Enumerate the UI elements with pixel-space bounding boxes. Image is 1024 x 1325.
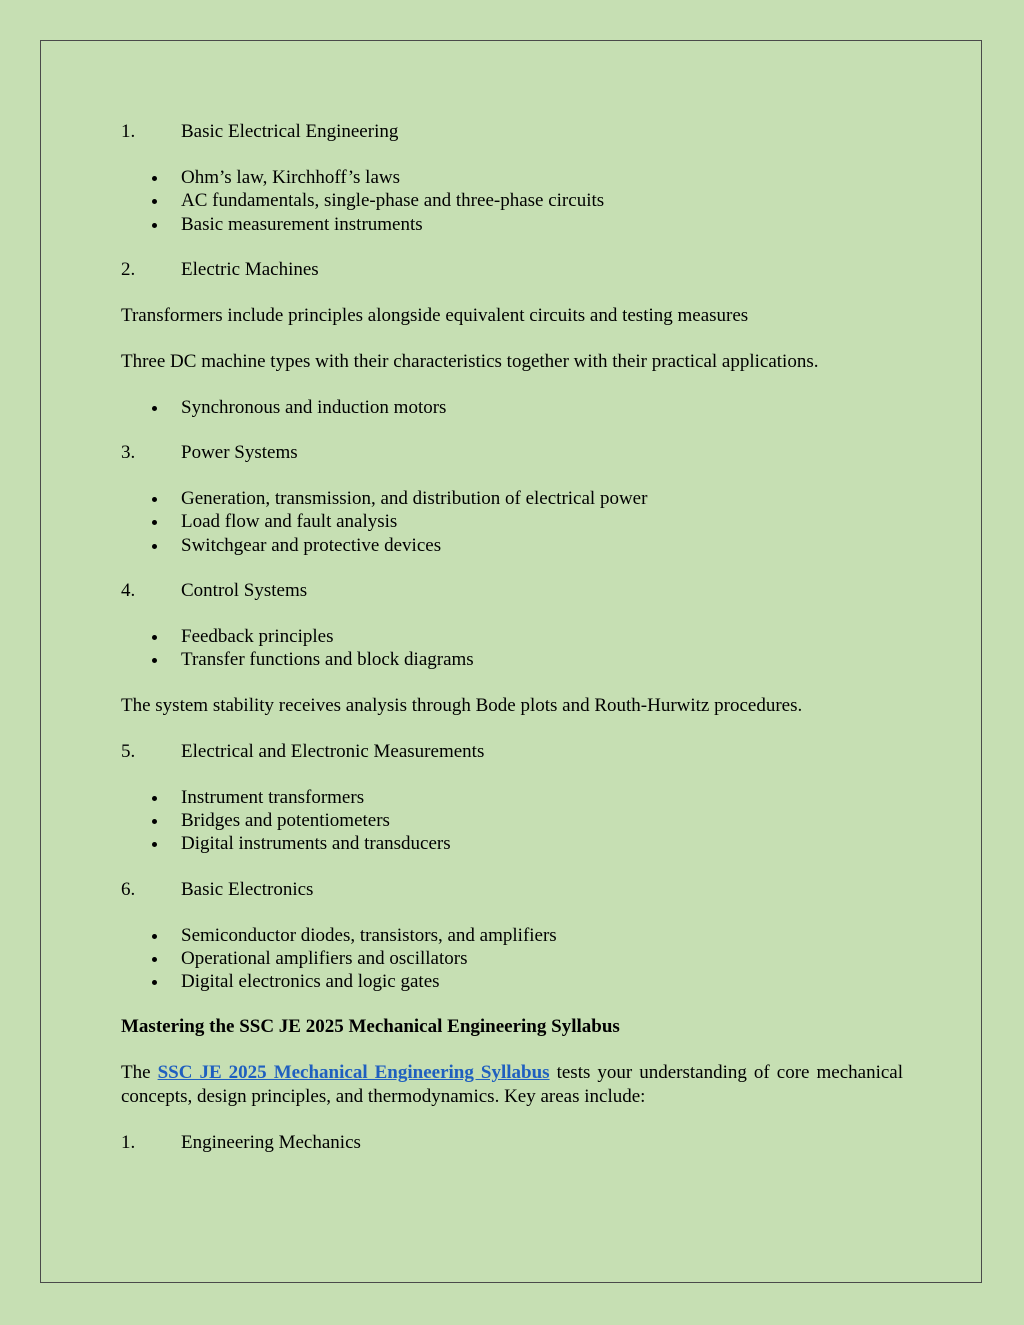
bullet-icon <box>121 510 181 533</box>
bullet-list <box>121 625 903 672</box>
list-item-text: Bridges and potentiometers <box>181 809 390 831</box>
list-item-text: Generation, transmission, and distribution of electrical power <box>181 488 648 510</box>
section-title: Power Systems <box>181 442 298 464</box>
list-item <box>121 832 903 855</box>
section-heading <box>121 579 903 603</box>
list-item <box>121 189 903 212</box>
section-number: 5. <box>121 740 136 762</box>
list-item-text: Load flow and fault analysis <box>181 511 398 533</box>
bullet-list <box>121 166 903 236</box>
document-body <box>121 120 903 1177</box>
list-item <box>121 809 903 832</box>
section-heading <box>121 740 903 764</box>
bullet-icon <box>121 534 181 557</box>
paragraph: The system stability receives analysis through Bode plots and Routh-Hurwitz procedures. <box>121 694 803 716</box>
paragraph: Transformers include principles alongside equivalent circuits and testing measures <box>121 304 749 326</box>
paragraph-text-after: tests your understanding of core mechanical concepts, design principles, and thermodynamics. Key areas include: <box>121 1062 903 1108</box>
list-item-text: Synchronous and induction motors <box>181 396 447 418</box>
section-title: Control Systems <box>181 580 308 602</box>
list-item <box>121 487 903 510</box>
section-heading <box>121 441 903 465</box>
list-item <box>121 970 903 993</box>
bullet-icon <box>121 213 181 236</box>
bullet-icon <box>121 832 181 855</box>
section-number: 2. <box>121 258 136 280</box>
paragraph-with-link <box>121 1061 903 1109</box>
list-item-text: Ohm’s law, Kirchhoff’s laws <box>181 167 400 188</box>
subheading: Mastering the SSC JE 2025 Mechanical Engineering Syllabus <box>121 1016 620 1038</box>
section-heading <box>121 120 903 144</box>
list-item <box>121 396 903 419</box>
section-title: Electric Machines <box>181 258 319 280</box>
bullet-icon <box>121 786 181 809</box>
paragraph: Three DC machine types with their characteristics together with their practical applications. <box>121 350 819 372</box>
section-heading <box>121 878 903 902</box>
bullet-icon <box>121 189 181 212</box>
syllabus-link[interactable]: SSC JE 2025 Mechanical Engineering Syllabus <box>157 1062 550 1084</box>
list-item-text: Digital instruments and transducers <box>181 833 451 855</box>
list-item-text: Semiconductor diodes, transistors, and amplifiers <box>181 924 557 946</box>
bullet-list <box>121 786 903 856</box>
list-item <box>121 213 903 236</box>
bullet-list <box>121 396 903 419</box>
list-item <box>121 510 903 533</box>
bullet-icon <box>121 396 181 419</box>
list-item-text: Digital electronics and logic gates <box>181 971 440 993</box>
section-number: 1. <box>121 1132 136 1154</box>
list-item <box>121 947 903 970</box>
section-number: 1. <box>121 121 136 142</box>
bullet-icon <box>121 625 181 648</box>
bullet-icon <box>121 924 181 947</box>
list-item <box>121 648 903 671</box>
bullet-list <box>121 487 903 557</box>
list-item-text: Operational amplifiers and oscillators <box>181 947 468 969</box>
section-heading <box>121 258 903 282</box>
list-item-text: Switchgear and protective devices <box>181 534 442 556</box>
list-item <box>121 166 903 189</box>
bullet-icon <box>121 947 181 970</box>
section-title: Engineering Mechanics <box>181 1132 361 1154</box>
bullet-icon <box>121 166 181 189</box>
list-item <box>121 625 903 648</box>
bullet-icon <box>121 970 181 993</box>
list-item-text: Transfer functions and block diagrams <box>181 649 474 671</box>
list-item <box>121 786 903 809</box>
bullet-icon <box>121 648 181 671</box>
list-item-text: AC fundamentals, single-phase and three-phase circuits <box>181 190 605 212</box>
section-number: 4. <box>121 580 136 602</box>
list-item-text: Basic measurement instruments <box>181 213 423 235</box>
section-title: Basic Electronics <box>181 878 314 900</box>
list-item <box>121 534 903 557</box>
list-item-text: Instrument transformers <box>181 786 365 808</box>
section-title: Electrical and Electronic Measurements <box>181 740 485 762</box>
section-heading <box>121 1131 903 1155</box>
bullet-icon <box>121 809 181 832</box>
list-item-text: Feedback principles <box>181 626 334 648</box>
paragraph-text-before: The <box>121 1062 158 1084</box>
bullet-icon <box>121 487 181 510</box>
section-title: Basic Electrical Engineering <box>181 121 399 142</box>
list-item <box>121 924 903 947</box>
bullet-list <box>121 924 903 994</box>
section-number: 6. <box>121 878 136 900</box>
section-number: 3. <box>121 442 136 464</box>
